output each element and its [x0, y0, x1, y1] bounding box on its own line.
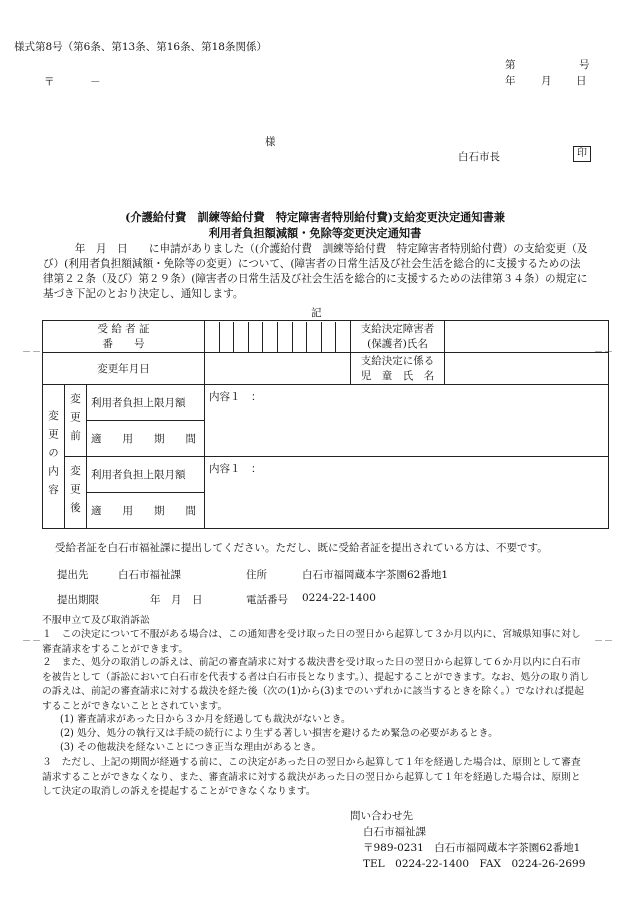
digit-box: [277, 322, 292, 352]
date-year: 年: [505, 75, 516, 87]
contact-heading: 問い合わせ先: [350, 810, 413, 822]
digit-box: [292, 322, 307, 352]
contact-dept: 白石市福祉課: [363, 826, 426, 838]
before-content1-label: 内容１ ：: [209, 391, 262, 403]
appeal-sub-3: (3) その他裁決を経ないことにつき正当な理由があるとき。: [60, 742, 322, 753]
digit-box: [335, 322, 350, 352]
submit-dest-label: 提出先: [57, 569, 89, 581]
change-content-label: 変更の内容: [43, 385, 65, 529]
digit-box: [248, 322, 263, 352]
number-label-dai: 第: [505, 59, 516, 71]
date-month: 月: [541, 75, 552, 87]
margin-mark-right-lower: －－: [594, 637, 615, 647]
recipient-number-boxes: [205, 321, 351, 353]
addressee-suffix: 様: [265, 136, 276, 148]
seal-stamp: 印: [573, 146, 591, 162]
holder-name-value: [445, 321, 609, 353]
child-name-label: 支給決定に係る 児 童 氏 名: [351, 353, 445, 385]
submit-deadline-label: 提出期限: [57, 594, 99, 606]
contact-tel-fax: TEL 0224-22-1400 FAX 0224-26-2699: [363, 858, 586, 870]
digit-box: [205, 322, 219, 352]
appeal-sub-1: (1) 審査請求があった日から３か月を経過しても裁決がないとき。: [60, 714, 351, 725]
after-content1-label: 内容１ ：: [209, 463, 262, 475]
body-paragraph: 年 月 日 に申請がありました（(介護給付費 訓練等給付費 特定障害者特別給付費）の支給変更（及び）(利用者負担額減額・免除等の変更）について、(障害者の日常生活及び社会生活を総合的に支援するための法律第２２条（及び）第２９条）(障害者の日常生活及び社会生活を総合的に支援するための法律第３４条）の規定に基づき下記のとおり決定し、通知します。: [43, 243, 588, 300]
ki-mark: 記: [311, 307, 322, 319]
margin-mark-left: －－: [22, 348, 43, 358]
before-period-label: 適 用 期 間: [87, 421, 205, 457]
appeal-heading: 不服申立て及び取消訴訟: [42, 615, 150, 626]
before-label: 変更前: [65, 385, 87, 457]
digit-box: [233, 322, 248, 352]
child-name-value: [445, 353, 609, 385]
recipient-number-label: 受 給 者 証 番 号: [43, 321, 205, 353]
appeal-item-2: ２ また、処分の取消しの訴えは、前記の審査請求に対する裁決書を受け取った日の翌日から起算して６か月以内に白石市を被告として（訴訟において白石市を代表する者は白石市長となります。）、提起することができます。なお、処分の取り消しの訴えは、前記の審査請求に対する裁決を経た後（次の(1)から(3)までのいずれかに該当するときを除く。）でなければ提起することができないこととされています。: [42, 657, 590, 712]
document-title-line2: 利用者負担額減額・免除等変更決定通知書: [208, 226, 422, 240]
date-day: 日: [576, 75, 587, 87]
appeal-sub-2: (2) 処分、処分の執行又は手続の続行により生ずる著しい損害を避けるため緊急の必要があるとき。: [60, 728, 498, 739]
form-number: 様式第8号（第6条、第13条、第16条、第18条関係）: [14, 41, 267, 53]
digit-box: [306, 322, 321, 352]
holder-name-label: 支給決定障害者 (保護者)氏名: [351, 321, 445, 353]
postal-mark: 〒: [44, 76, 55, 88]
number-label-go: 号: [579, 59, 590, 71]
submit-dest-value: 白石市福祉課: [118, 569, 181, 581]
submit-note: 受給者証を白石市福祉課に提出してください。ただし、既に受給者証を提出されている方は、不要です。: [55, 542, 548, 554]
digit-box: [262, 322, 277, 352]
contact-address: 〒989-0231 白石市福岡蔵本字茶園62番地1: [363, 842, 581, 854]
before-content: [205, 385, 609, 457]
appeal-item-1: １ この決定について不服がある場合は、この通知書を受け取った日の翌日から起算して３か月以内に、宮城県知事に対し審査請求をすることができます。: [42, 629, 581, 655]
appeal-item-3: ３ ただし、上記の期間が経過する前に、この決定があった日の翌日から起算して１年を経過した場合は、原則として審査請求することができなくなり、また、審査請求に対する裁決があった日の翌日から起算して１年を経過した場合は、原則として決定の取消しの訴えを提起することができなくなります。: [42, 757, 581, 797]
submit-addr-value: 白石市福岡蔵本字茶園62番地1: [302, 569, 449, 581]
margin-mark-left-lower: －－: [22, 637, 43, 647]
change-date-label: 変更年月日: [43, 353, 205, 385]
decision-table: [42, 320, 609, 529]
after-period-label: 適 用 期 間: [87, 493, 205, 529]
submit-phone-label: 電話番号: [246, 594, 288, 606]
digit-box: [219, 322, 234, 352]
after-content: [205, 457, 609, 529]
submit-phone-value: 0224-22-1400: [302, 592, 376, 604]
after-upper-limit-label: 利用者負担上限月額: [87, 457, 205, 493]
submit-addr-label: 住所: [246, 569, 267, 581]
change-date-value: [205, 353, 351, 385]
digit-box: [321, 322, 336, 352]
submit-deadline-value: 年 月 日: [150, 594, 203, 606]
before-upper-limit-label: 利用者負担上限月額: [87, 385, 205, 421]
after-label: 変更後: [65, 457, 87, 529]
issuer-name: 白石市長: [458, 151, 500, 163]
document-title-line1: (介護給付費 訓練等給付費 特定障害者特別給付費)支給変更決定通知書兼: [125, 210, 505, 224]
margin-mark-right: －－: [594, 348, 615, 358]
postal-dash: －: [90, 76, 101, 88]
